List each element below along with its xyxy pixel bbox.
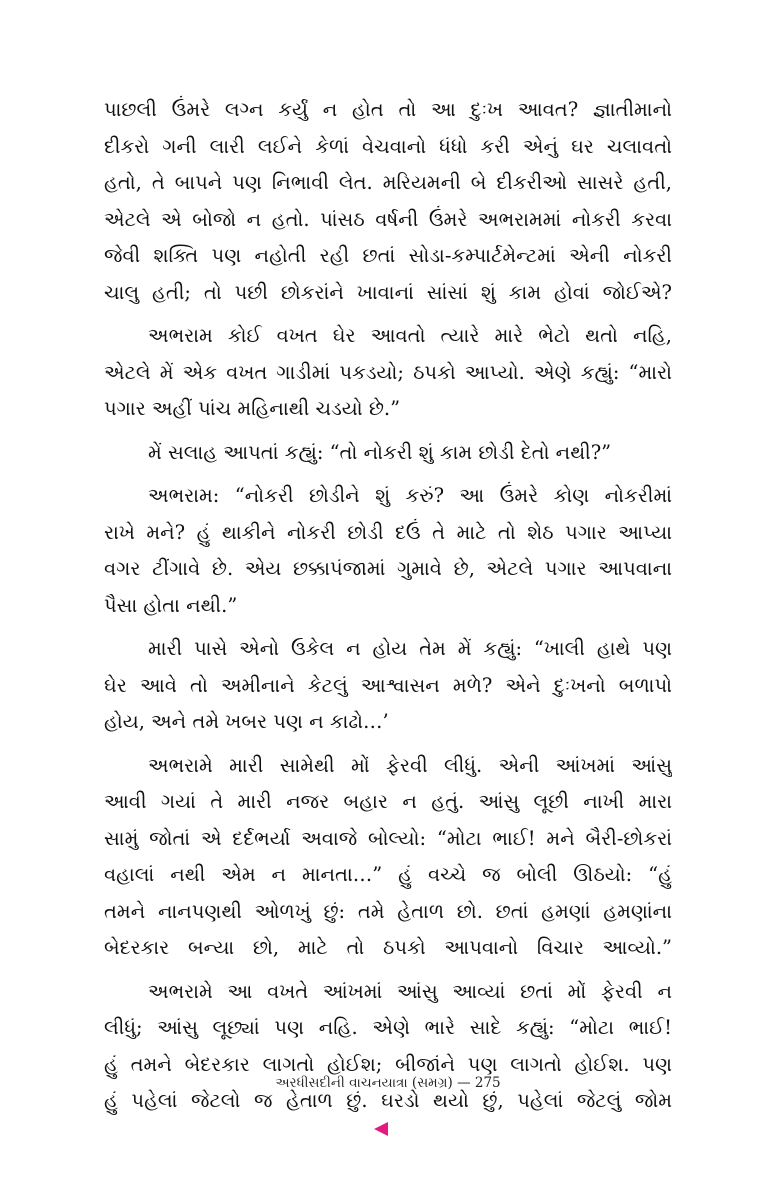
- text-line: અભરામે આ વખતે આંખમાં આંસુ આવ્યાં છતાં મોં ફેરવી ન: [148, 979, 672, 1003]
- text-line: હું તમને બેદરકાર લાગતો હોઈશ; બીજાંને પણ લાગતો હોઈશ. પણ: [104, 1052, 672, 1076]
- text-line: હોય, અને તમે ખબર પણ ન કાઢો…’: [104, 710, 389, 733]
- text-line: તમને નાનપણથી ઓળખું છું: તમે હેતાળ છો. છતાં હમણાં હમણાંના: [104, 899, 672, 923]
- paragraph: [104, 974, 672, 1120]
- paragraph: [104, 92, 672, 311]
- page-footer: અરધીસદીની વાચનયાત્રા (સમગ્ર) — 275: [275, 1075, 501, 1091]
- paragraph: [104, 435, 672, 472]
- text-line: બેદરકાર બન્યા છો, માટે તો ઠપકો આપવાનો વિચાર આવ્યો.”: [104, 936, 672, 959]
- paragraph: [104, 631, 672, 741]
- text-line: મેં સલાહ આપતાં કહ્યું: “તો નોકરી શું કામ છોડી દેતો નથી?”: [148, 440, 612, 464]
- text-line: લીધું; આંસુ લૂછ્યાં પણ નહિ. એણે ભારે સાદે કહ્યું: “મોટા ભાઈ!: [104, 1016, 672, 1039]
- paragraph: [104, 478, 672, 624]
- text-line: હતો, તે બાપને પણ નિભાવી લેત. મરિયમની બે દીકરીઓ સાસરે હતી,: [104, 171, 672, 194]
- text-line: હું પહેલાં જેટલો જ હેતાળ છું. ઘરડો થયો છું, પહેલાં જેટલું જોમ: [104, 1089, 672, 1112]
- text-line: મારી પાસે એનો ઉકેલ ન હોય તેમ મેં કહ્યું: “ખાલી હાથે પણ: [148, 637, 672, 660]
- paragraph: [104, 318, 672, 428]
- text-line: જેવી શક્તિ પણ નહોતી રહી છતાં સોડા-કમ્પાર્ટમેન્ટમાં એની નોકરી: [104, 244, 672, 267]
- text-line: વહાલાં નથી એમ ન માનતા…” હું વચ્ચે જ બોલી ઊઠયો: “હું: [104, 863, 672, 886]
- text-line: અભરામે મારી સામેથી મોં ફેરવી લીધું. એની આંખમાં આંસુ: [148, 753, 672, 777]
- text-line: એટલે મેં એક વખત ગાડીમાં પકડયો; ઠપકો આપ્યો. એણે કહ્યું: “મારો: [104, 360, 672, 384]
- text-line: અભરામ: “નોકરી છોડીને શું કરું? આ ઉંમરે કોણ નોકરીમાં: [148, 484, 672, 507]
- text-line: પાછલી ઉંમરે લગ્ન કર્યું ન હોત તો આ દુઃખ આવત? જ્ઞાતીમાનો: [104, 98, 672, 121]
- text-line: પગાર અહીં પાંચ મહિનાથી ચડયો છે.”: [104, 397, 401, 420]
- text-line: રાખે મને? હું થાકીને નોકરી છોડી દઉં તે માટે તો શેઠ પગાર આપ્યા: [104, 520, 672, 544]
- text-line: પૈસા હોતા નથી.”: [104, 593, 238, 617]
- text-line: ઘેર આવે તો અમીનાને કેટલું આશ્વાસન મળે? એને દુઃખનો બળાપો: [104, 673, 672, 697]
- left-triangle-icon[interactable]: [374, 1122, 388, 1136]
- text-line: વગર ટીંગાવે છે. એય છક્કાપંજામાં ગુમાવે છે, એટલે પગાર આપવાના: [104, 557, 672, 580]
- body-text: [104, 92, 672, 1127]
- text-line: અભરામ કોઈ વખત ઘેર આવતો ત્યારે મારે ભેટો થતો નહિ,: [148, 324, 672, 347]
- text-line: એટલે એ બોજો ન હતો. પાંસઠ વર્ષની ઉંમરે અભરામમાં નોકરી કરવા: [104, 207, 672, 231]
- text-line: ચાલુ હતી; તો પછી છોકરાંને ખાવાનાં સાંસાં શું કામ હોવાં જોઈએ?: [104, 280, 672, 304]
- text-line: આવી ગયાં તે મારી નજર બહાર ન હતું. આંસુ લૂછી નાખી મારા: [104, 790, 672, 813]
- paragraph: [104, 748, 672, 967]
- text-line: સામું જોતાં એ દર્દભર્યા અવાજે બોલ્યો: “મોટા ભાઈ! મને બૈરી-છોકરાં: [104, 826, 672, 850]
- text-line: દીકરો ગની લારી લઈને કેળાં વેચવાનો ધંધો કરી એનું ઘર ચલાવતો: [104, 134, 672, 158]
